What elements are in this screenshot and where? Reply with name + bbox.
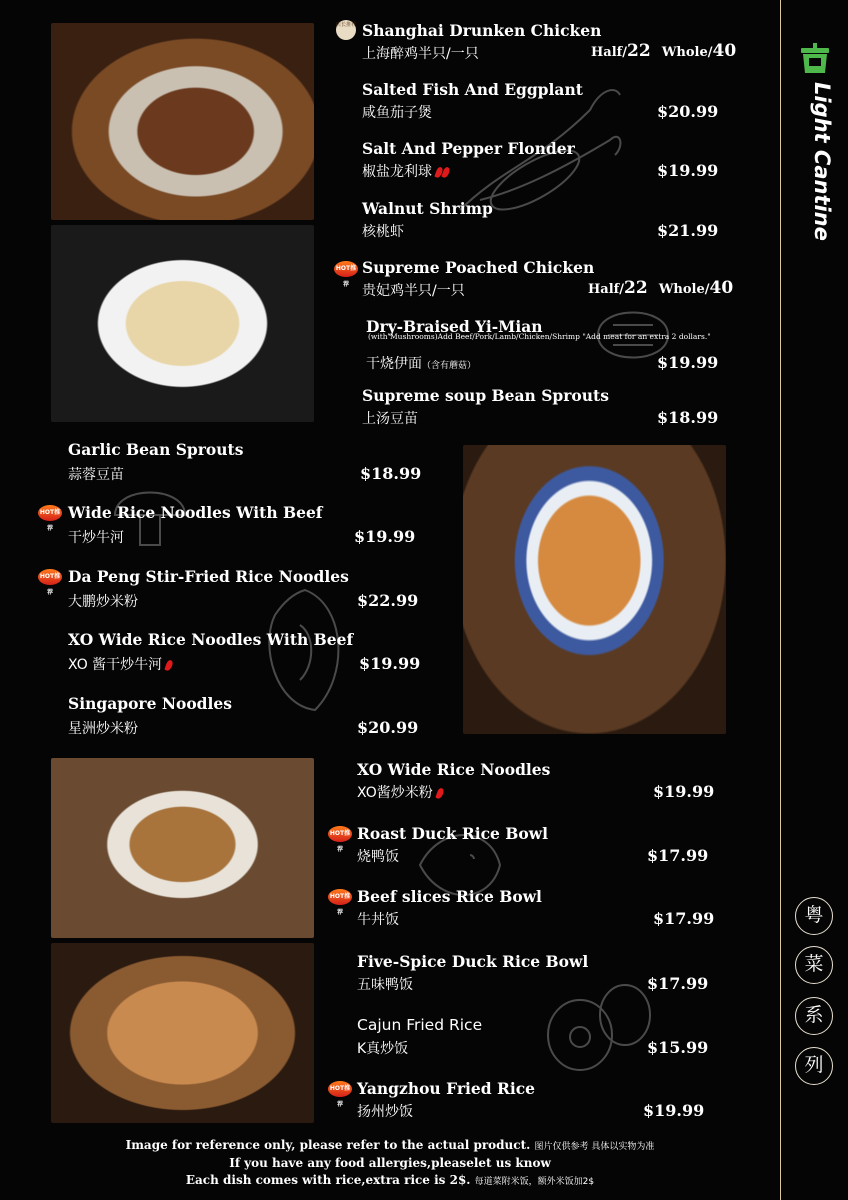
oyster-sketch-icon	[255, 585, 355, 715]
item-name-cn: 牛丼饭	[357, 912, 399, 928]
item-name-cn: 扬州炒饭	[357, 1104, 413, 1120]
item-price: $18.99	[657, 408, 719, 427]
item-name: Cajun Fried Rice	[357, 1016, 483, 1034]
item-name-cn: 咸鱼茄子煲	[362, 105, 432, 121]
series-char: 列	[795, 1047, 833, 1085]
sidebar-divider	[780, 0, 781, 1200]
item-price: $18.99	[360, 464, 422, 483]
item-name-cn: 椒盐龙利球	[362, 161, 449, 181]
item-name: Wide Rice Noodles With Beef	[68, 503, 323, 522]
series-char: 粤	[795, 897, 833, 935]
item-name: Dry-Braised Yi-Mian	[366, 317, 543, 336]
hot-badge: HOT推荐	[328, 826, 352, 842]
item-price: $19.99	[354, 527, 416, 546]
hot-badge: HOT推荐	[328, 889, 352, 905]
item-name-cn: 蒜蓉豆苗	[68, 467, 124, 483]
item-name-cn: XO 酱干炒牛河	[68, 654, 172, 674]
item-price: $17.99	[653, 909, 715, 928]
item-name: Roast Duck Rice Bowl	[357, 824, 548, 843]
item-name: XO Wide Rice Noodles With Beef	[68, 630, 354, 649]
chili-icon	[164, 659, 173, 671]
item-price: $19.99	[653, 782, 715, 801]
item-name: Garlic Bean Sprouts	[68, 440, 244, 459]
chili-icon	[435, 787, 444, 799]
item-price: $19.99	[643, 1101, 705, 1120]
item-name-cn: 贵妃鸡半只/一只	[362, 283, 465, 299]
item-price: $22.99	[357, 591, 419, 610]
item-name: Walnut Shrimp	[362, 199, 493, 218]
noodle-bowl-photo	[463, 445, 726, 734]
item-name: Salted Fish And Eggplant	[362, 80, 583, 99]
item-name: Supreme Poached Chicken	[362, 258, 595, 277]
brand-logo	[796, 42, 836, 242]
item-name: Five-Spice Duck Rice Bowl	[357, 952, 589, 971]
salted-fish-eggplant-photo	[51, 23, 314, 220]
item-name: Shanghai Drunken Chicken	[362, 21, 602, 40]
hot-badge: HOT推荐	[334, 261, 358, 277]
half-whole-price: Half/22 Whole/40	[588, 278, 734, 298]
item-price: $19.99	[359, 654, 421, 673]
item-name-cn: 上海醉鸡半只/一只	[362, 46, 479, 62]
series-char: 系	[795, 997, 833, 1035]
item-name: Salt And Pepper Flonder	[362, 139, 575, 158]
half-whole-price: Half/22 Whole/40	[591, 41, 737, 61]
hot-badge: HOT推荐	[38, 505, 62, 521]
item-price: $17.99	[647, 974, 709, 993]
item-name: Yangzhou Fried Rice	[357, 1079, 536, 1098]
item-name: Singapore Noodles	[68, 694, 232, 713]
item-name: Supreme soup Bean Sprouts	[362, 386, 609, 405]
item-price: $17.99	[647, 846, 709, 865]
item-name-cn: 核桃虾	[362, 224, 404, 240]
hot-badge: HOT推荐	[328, 1081, 352, 1097]
item-name-cn: 五味鸭饭	[357, 977, 413, 993]
item-name-cn: 烧鸭饭	[357, 849, 399, 865]
item-note: (with Mushrooms)Add Beef/Pork/Lamb/Chicken/Shrimp "Add meat for an extra 2 dollars."	[368, 332, 711, 341]
item-name-cn: 大鹏炒米粉	[68, 594, 138, 610]
footer-rice-note: Each dish comes with rice,extra rice is 2$. 每道菜附米饭，额外米饭加2$	[185, 1173, 595, 1187]
item-price: $19.99	[657, 353, 719, 372]
brand-name: Light Cantine	[810, 82, 834, 241]
item-price: $21.99	[657, 221, 719, 240]
series-char: 菜	[795, 946, 833, 984]
footer-disclaimer: Image for reference only, please refer to the actual product. 图片仅供参考 具体以实物为准	[125, 1138, 655, 1152]
footer-allergy-note: If you have any food allergies,pleaselet us know	[229, 1156, 551, 1170]
singapore-noodles-photo	[51, 943, 314, 1123]
item-name-cn: K真炒饭	[357, 1041, 409, 1057]
item-price: $19.99	[657, 161, 719, 180]
item-name-cn: 干烧伊面（含有蘑菇）	[366, 356, 477, 372]
item-name: Da Peng Stir-Fried Rice Noodles	[68, 567, 349, 586]
item-price: $20.99	[357, 718, 419, 737]
item-name: XO Wide Rice Noodles	[357, 760, 551, 779]
poached-chicken-photo	[51, 225, 314, 422]
item-name: Beef slices Rice Bowl	[357, 887, 542, 906]
item-name-cn: XO酱炒米粉	[357, 782, 443, 802]
recommend-badge: 店长推荐	[336, 20, 356, 40]
item-name-cn: 星洲炒米粉	[68, 721, 138, 737]
item-name-cn: 上汤豆苗	[362, 411, 418, 427]
item-price: $15.99	[647, 1038, 709, 1057]
item-name-cn: 干炒牛河	[68, 530, 124, 546]
egg-sketch-icon	[540, 975, 660, 1075]
item-price: $20.99	[657, 102, 719, 121]
hot-badge: HOT推荐	[38, 569, 62, 585]
beef-noodles-photo	[51, 758, 314, 938]
cup-logo-icon	[798, 42, 832, 76]
